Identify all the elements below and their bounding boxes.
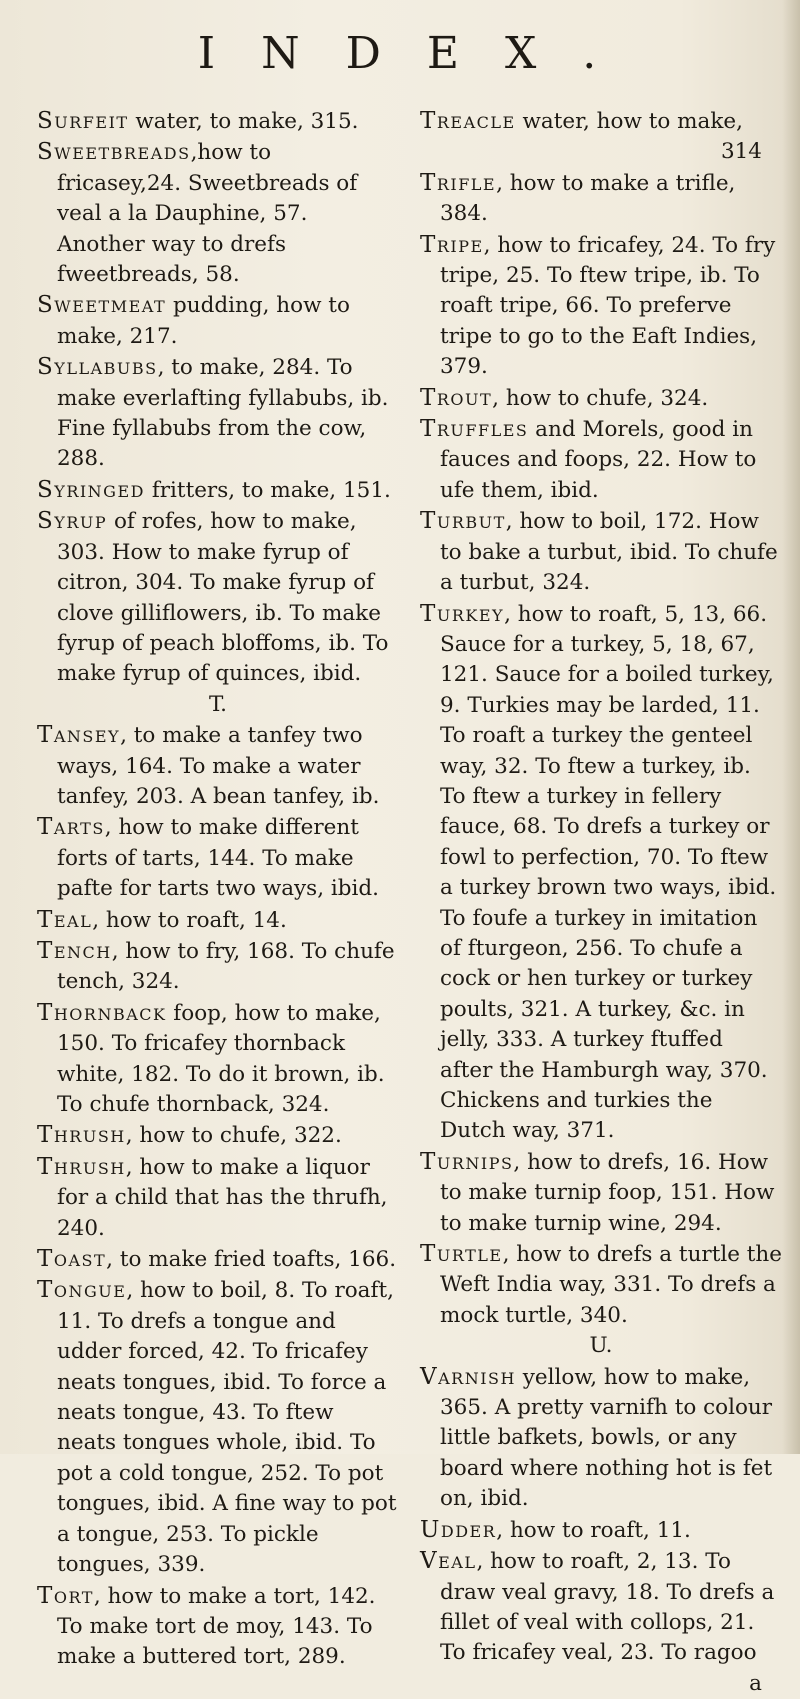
index-entry <box>37 352 399 475</box>
index-entry <box>37 1244 399 1275</box>
entry-headword: Turkey <box>420 600 505 627</box>
entry-text: , how to make a liquor for a child that has the thrufh, 240. <box>57 1154 388 1241</box>
entry-text: yellow, how to make, 365. A pretty varnifh to colour little bafkets, bowls, or any board where nothing hot is fet on, ibid. <box>440 1364 773 1512</box>
entry-text: , how to boil, 172. How to bake a turbut, ibid. To chufe a turbut, 324. <box>440 509 778 596</box>
entry-headword: Tripe <box>420 231 484 258</box>
entry-text: , how to make different forts of tarts, 144. To make pafte for tarts two ways, ibid. <box>57 815 379 902</box>
entry-text: pudding, how to make, 217. <box>57 293 350 349</box>
entry-text: , how to chufe, 322. <box>125 1123 342 1149</box>
index-entry <box>420 1546 782 1669</box>
entry-headword: Treacle <box>420 108 516 134</box>
entry-headword: Thrush <box>37 1122 126 1149</box>
index-entry <box>420 1362 782 1515</box>
index-entry <box>420 1239 782 1331</box>
entry-text: of rofes, how to make, 303. How to make fyrup of citron, 304. To make fyrup of clove gilliflowers, ib. To make fyrup of peach bloffoms, ib. To make fyrup of quinces, ibid. <box>57 509 389 687</box>
index-entry <box>37 812 399 904</box>
entry-headword: Truffles <box>420 416 529 443</box>
entry-headword: Udder <box>420 1516 497 1543</box>
entry-text: , to make fried toafts, 166. <box>106 1247 397 1273</box>
index-entry <box>37 106 399 137</box>
entry-continuation: a <box>749 1670 762 1696</box>
entry-headword: Tort <box>37 1582 94 1609</box>
entry-headword: Sweetmeat <box>37 292 167 319</box>
entry-headword: Veal <box>420 1548 477 1575</box>
entry-text: , to make a tanfey two ways, 164. To make a water tanfey, 203. A bean tanfey, ib. <box>57 723 380 809</box>
entry-headword: Teal <box>37 906 93 933</box>
index-entry <box>420 383 782 414</box>
entry-headword: Syringed <box>37 476 145 503</box>
index-entry <box>37 475 399 506</box>
entry-text: fritters, to make, 151. <box>144 477 391 503</box>
index-entry <box>420 414 782 506</box>
index-entry <box>37 905 399 936</box>
entry-text: , how to roaft, 11. <box>496 1517 691 1543</box>
entry-text: , how to fry, 168. To chufe tench, 324. <box>57 938 395 995</box>
index-entry <box>37 1120 399 1151</box>
entry-headword: Thornback <box>37 999 167 1026</box>
entry-headword: Turbut <box>420 508 506 535</box>
index-entry <box>37 720 399 812</box>
entry-text: , how to make a tort, 142. To make tort de moy, 143. To make a buttered tort, 289. <box>57 1583 376 1670</box>
page-edge-shadow <box>782 0 800 1454</box>
index-entry <box>420 1147 782 1239</box>
section-letter: T. <box>208 691 227 717</box>
index-entry <box>420 599 782 1147</box>
index-entry <box>37 1152 399 1244</box>
entry-text: water, to make, 315. <box>128 109 359 134</box>
index-entry <box>37 1275 399 1580</box>
entry-continuation: 314 <box>720 139 762 165</box>
entry-headword: Trifle <box>420 169 497 196</box>
entry-text: foop, how to make, 150. To fricafey thornback white, 182. To do it brown, ib. To chufe thornback, 324. <box>57 1000 385 1117</box>
entry-headword: Surfeit <box>37 108 129 134</box>
index-entry <box>37 936 399 998</box>
index-entry <box>420 230 782 383</box>
index-entry <box>37 1581 399 1673</box>
entry-headword: Toast <box>37 1246 107 1273</box>
entry-text: , how to fricafey, 24. To fry tripe, 25. To ftew tripe, ib. To roaft tripe, 66. To preferve tripe to go to the Eaft Indies, 379. <box>440 232 776 380</box>
entry-headword: Syrup <box>37 508 108 535</box>
entry-text: , to make, 284. To make everlafting fyllabubs, ib. Fine fyllabubs from the cow, 288. <box>57 355 389 472</box>
entry-headword: Sweetbreads <box>37 139 191 166</box>
entry-headword: Syllabubs <box>37 354 158 381</box>
entry-text: , how to drefs a turtle the Weft India way, 331. To drefs a mock turtle, 340. <box>440 1242 782 1328</box>
index-entry <box>37 998 399 1121</box>
entry-text: , how to make a trifle, 384. <box>440 170 736 227</box>
entry-headword: Tarts <box>37 814 105 841</box>
entry-headword: Tench <box>37 937 112 964</box>
entry-headword: Turtle <box>420 1241 503 1268</box>
entry-headword: Tongue <box>37 1277 127 1304</box>
right-column <box>420 106 782 1699</box>
entry-text: , how to chufe, 324. <box>492 385 709 411</box>
index-entry <box>37 506 399 689</box>
entry-text: , how to roaft, 2, 13. To draw veal gravy, 18. To drefs a fillet of veal with collops, 21. To fricafey veal, 23. To ragoo <box>440 1549 775 1666</box>
index-entry <box>37 290 399 352</box>
index-entry <box>37 137 399 290</box>
entry-headword: Turnips <box>420 1148 514 1175</box>
index-entry <box>420 506 782 598</box>
entry-text: , how to roaft, 5, 13, 66. Sauce for a turkey, 5, 18, 67, 121. Sauce for a boiled turkey, 9. Turkies may be larded, 11. To roaft a turkey the genteel way, 32. To ftew a turkey, ib. To ftew a turkey in fellery fauce, 68. To drefs a turkey or fowl to perfection, 70. To ftew a turkey brown two ways, ibid. To foufe a turkey in imitation of fturgeon, 256. To chufe a cock or hen turkey or turkey poults, 321. A turkey, &c. in jelly, 333. A turkey ftuffed after the Hamburgh way, 370. Chickens and turkies the Dutch way, 371. <box>440 601 777 1144</box>
entry-headword: Trout <box>420 384 493 411</box>
index-entry <box>420 106 782 137</box>
entry-headword: Varnish <box>420 1363 516 1390</box>
entry-headword: Tansey <box>37 722 121 749</box>
index-entry <box>420 1515 782 1546</box>
entry-text: , how to boil, 8. To roaft, 11. To drefs a tongue and udder forced, 42. To fricafey neats tongues, ibid. To force a neats tongue, 43. To ftew neats tongues whole, ibid. To pot a cold tongue, 252. To pot tongues, ibid. A fine way to pot a tongue, 253. To pickle tongues, 339. <box>57 1278 397 1578</box>
entry-text: and Morels, good in fauces and foops, 22. How to ufe them, ibid. <box>440 417 757 503</box>
page-header: INDEX. <box>197 28 643 79</box>
entry-text: , how to drefs, 16. How to make turnip foop, 151. How to make turnip wine, 294. <box>440 1149 775 1236</box>
entry-text: , how to roaft, 14. <box>92 907 287 933</box>
entry-headword: Thrush <box>37 1153 126 1180</box>
left-column <box>37 106 399 1673</box>
entry-text: water, how to make, <box>515 109 743 134</box>
entry-text: ,how to fricasey,24. Sweetbreads of veal a la Dauphine, 57. Another way to drefs fweetbreads, 58. <box>57 140 358 288</box>
index-entry <box>420 168 782 230</box>
section-letter: U. <box>589 1333 613 1359</box>
